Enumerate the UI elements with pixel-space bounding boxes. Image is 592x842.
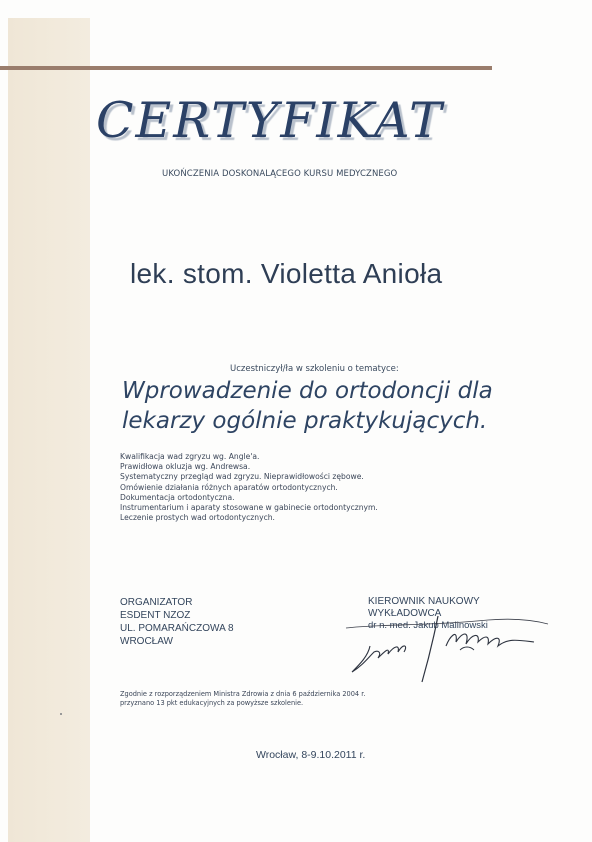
- margin-mark: [60, 713, 62, 715]
- topics-list: [120, 452, 420, 523]
- regulation-line: przyznano 13 pkt edukacyjnych za powyższe szkolenie.: [120, 699, 304, 708]
- topic-item: Systematyczny przegląd wad zgryzu. Nieprawidłowości zębowe.: [120, 472, 364, 482]
- organizer-name: ESDENT NZOZ: [120, 610, 191, 621]
- topic-item: Prawidłowa okluzja wg. Andrewsa.: [120, 462, 251, 472]
- place-and-date: Wrocław, 8-9.10.2011 r.: [256, 749, 366, 761]
- topic-item: Instrumentarium i aparaty stosowane w gabinecie ortodontycznym.: [120, 503, 378, 513]
- topic-item: Omówienie działania różnych aparatów ortodontycznych.: [120, 482, 338, 492]
- organizer-label: ORGANIZATOR: [120, 597, 193, 608]
- top-decorative-rule: [0, 66, 492, 70]
- topic-item: Dokumentacja ortodontyczna.: [120, 492, 235, 502]
- regulation-note: [120, 690, 420, 709]
- director-label: KIEROWNIK NAUKOWY: [368, 596, 480, 607]
- organizer-city: WROCŁAW: [120, 636, 173, 647]
- course-title-line: lekarzy ogólnie praktykujących.: [122, 408, 488, 434]
- topic-item: Leczenie prostych wad ortodontycznych.: [120, 513, 275, 523]
- topic-item: Kwalifikacja wad zgryzu wg. Angle'a.: [120, 452, 260, 461]
- decorative-side-strip: [8, 18, 90, 842]
- organizer-street: UL. POMARAŃCZOWA 8: [120, 623, 234, 634]
- course-title-line: Wprowadzenie do ortodoncji dla: [122, 378, 493, 404]
- regulation-line: Zgodnie z rozporządzeniem Ministra Zdrowia z dnia 6 października 2004 r.: [120, 690, 366, 698]
- recipient-name: lek. stom. Violetta Anioła: [130, 258, 443, 289]
- director-name: dr n. med. Jakub Malinowski: [368, 620, 488, 631]
- organizer-block: [120, 596, 320, 648]
- certificate-title: CERTYFIKAT: [96, 92, 444, 149]
- director-role: WYKŁADOWCA: [368, 608, 442, 619]
- handwritten-signature: [338, 606, 558, 686]
- certificate-subtitle: UKOŃCZENIA DOSKONALĄCEGO KURSU MEDYCZNEGO: [162, 169, 398, 179]
- course-title: [122, 376, 562, 436]
- participation-label: Uczestniczył/ła w szkoleniu o tematyce:: [230, 364, 399, 374]
